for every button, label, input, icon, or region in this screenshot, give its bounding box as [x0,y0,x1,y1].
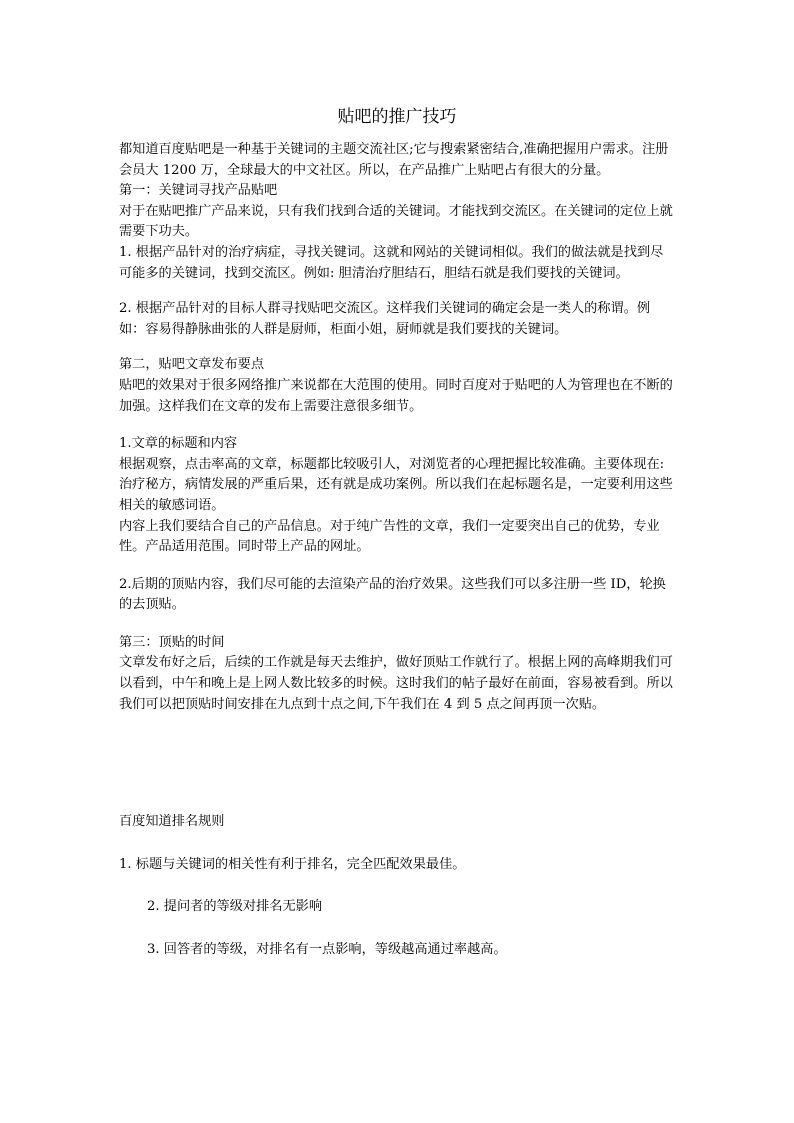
spacer [119,558,675,575]
document-body [119,140,675,961]
paragraph: 2. 根据产品针对的目标人群寻找贴吧交流区。这样我们关键词的确定会是一类人的称谓。例如：容易得静脉曲张的人群是厨师，柜面小姐，厨师就是我们要找的关键词。 [119,301,651,337]
spacer [119,340,675,355]
section-heading: 第三：顶贴的时间 [119,634,225,650]
paragraph: 内容上我们要结合自己的产品信息。对于纯广告性的文章，我们一定要突出自己的优势，专业性。产品适用范围。同时带上产品的网址。 [119,518,660,555]
paragraph: 1. 根据产品针对的治疗病症，寻找关键词。这就和网站的关键词相似。我们的做法就是找到尽可能多的关键词，找到交流区。例如: 胆清治疗胆结石，胆结石就是我们要找的关键词。 [119,244,664,281]
spacer [119,616,675,633]
paragraph: 对于在贴吧推广产品来说，只有我们找到合适的关键词。才能找到交流区。在关键词的定位上就需要下功夫。 [119,203,673,240]
spacer [119,875,675,897]
document-title: 贴吧的推广技巧 [337,107,457,127]
spacer [119,284,675,299]
spacer [119,715,675,812]
list-item: 1. 标题与关键词的相关性有利于排名，完全匹配效果最佳。 [119,856,466,872]
section-heading: 第二，贴吧文章发布要点 [119,357,265,373]
paragraph: 贴吧的效果对于很多网络推广来说都在大范围的使用。同时百度对于贴吧的人为管理也在不断的加强。这样我们在文章的发布上需要注意很多细节。 [119,377,673,414]
spacer [119,417,675,434]
list-item: 2. 提问者的等级对排名无影响 [147,899,323,915]
paragraph: 根据观察，点击率高的文章，标题都比较吸引人，对浏览者的心理把握比较准确。主要体现在: 治疗秘方，病情发展的严重后果，还有就是成功案例。所以我们在起标题名是，一定要利用这些相关的敏感词语。 [119,456,673,513]
paragraph: 文章发布好之后，后续的工作就是每天去维护，做好顶贴工作就行了。根据上网的高峰期我们可以看到，中午和晚上是上网人数比较多的时候。这时我们的帖子最好在前面，容易被看到。所以我们可以把顶贴时间安排在九点到十点之间,下午我们在 4 到 5 点之间再顶一次贴。 [119,655,673,712]
spacer [119,833,675,855]
subsection-heading: 1.文章的标题和内容 [119,436,238,452]
list-item: 3. 回答者的等级，对排名有一点影响，等级越高通过率越高。 [147,942,507,958]
section-heading: 第一：关键词寻找产品贴吧 [119,183,278,199]
section-heading: 百度知道排名规则 [119,814,225,830]
spacer [119,918,675,940]
intro-paragraph: 都知道百度贴吧是一种基于关键词的主题交流社区;它与搜索紧密结合,准确把握用户需求。注册会员大 1200 万，全球最大的中文社区。所以，在产品推广上贴吧占有很大的分量。 [119,142,669,178]
paragraph: 2.后期的顶贴内容，我们尽可能的去渲染产品的治疗效果。这些我们可以多注册一些 ID，轮换的去顶贴。 [119,576,666,613]
